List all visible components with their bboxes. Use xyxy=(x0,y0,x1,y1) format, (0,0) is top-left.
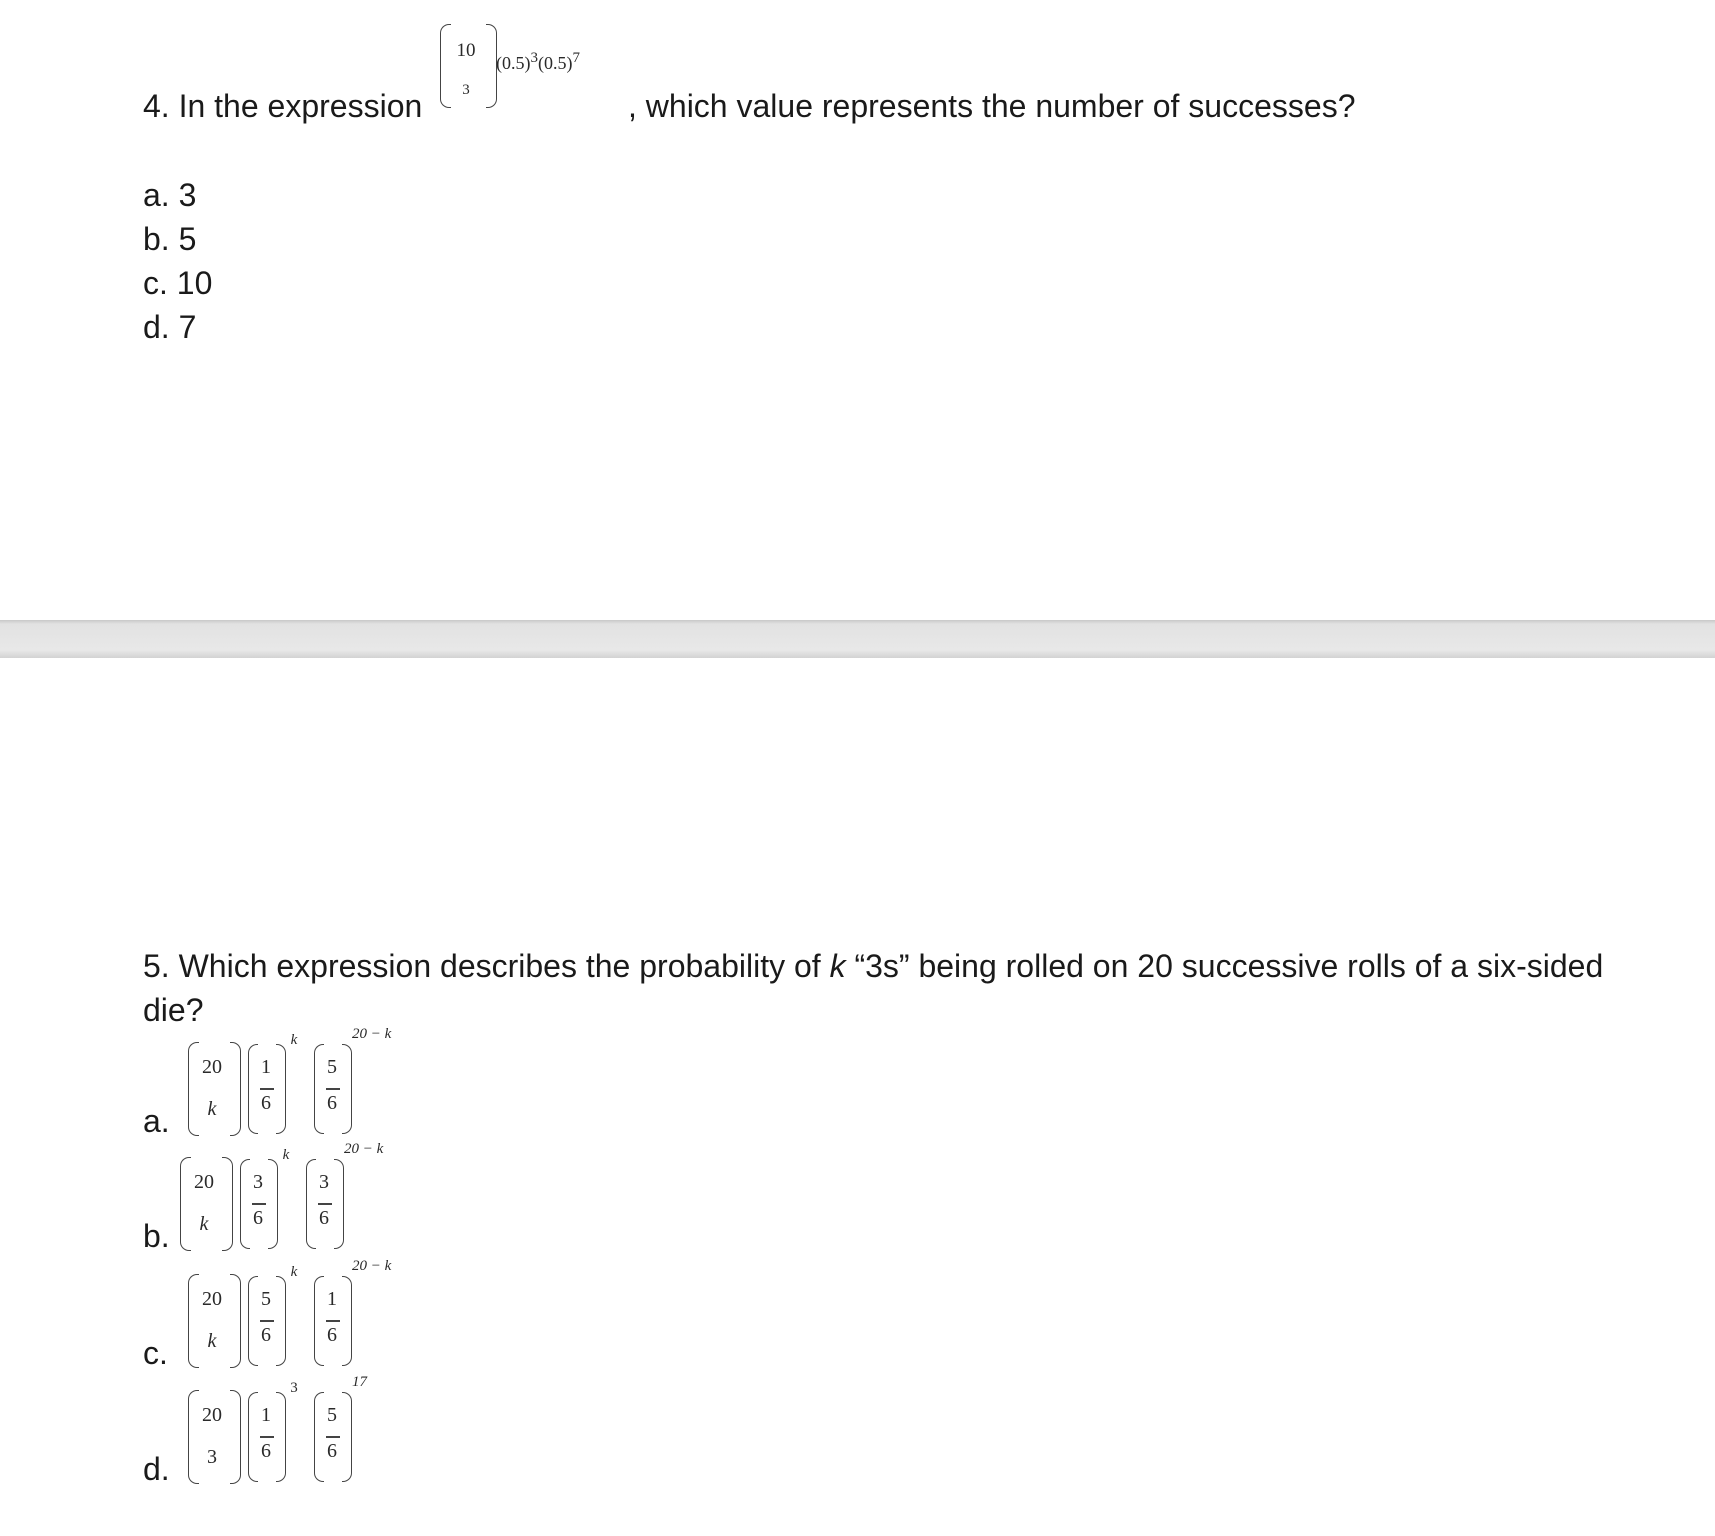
q4-option-b[interactable]: b. 5 xyxy=(143,221,197,257)
q5-option-expression[interactable] xyxy=(188,1374,438,1488)
q4-binom-n: 10 xyxy=(456,40,476,61)
binom-k: k xyxy=(207,1330,217,1352)
q5-stem-line1: 5. Which expression describes the probability of k “3s” being rolled on 20 successive rolls of a six-sided xyxy=(143,948,1604,984)
frac2-bar xyxy=(326,1320,340,1322)
page-divider xyxy=(0,620,1715,658)
frac2-exponent: 17 xyxy=(352,1374,367,1390)
frac2-denominator: 6 xyxy=(327,1440,337,1462)
frac2-denominator: 6 xyxy=(327,1092,337,1114)
q5-option-label[interactable]: a. xyxy=(143,1103,170,1139)
q4-expression xyxy=(440,22,640,112)
frac1-numerator: 1 xyxy=(261,1056,271,1078)
frac2-bar xyxy=(326,1436,340,1438)
frac2-denominator: 6 xyxy=(327,1324,337,1346)
q5-option-expression[interactable] xyxy=(188,1026,438,1140)
q5-option-label[interactable]: c. xyxy=(143,1335,168,1371)
frac2-exponent: 20 − k xyxy=(352,1026,392,1042)
frac2-numerator: 1 xyxy=(327,1288,337,1310)
frac1-denominator: 6 xyxy=(261,1092,271,1114)
q4-binom-k: 3 xyxy=(462,82,470,98)
binom-n: 20 xyxy=(202,1056,222,1078)
frac1-bar xyxy=(252,1203,266,1205)
frac2-numerator: 5 xyxy=(327,1056,337,1078)
frac2-bar xyxy=(318,1203,332,1205)
frac2-right-paren xyxy=(342,1044,352,1134)
frac2-right-paren xyxy=(342,1276,352,1366)
frac2-numerator: 3 xyxy=(319,1171,329,1193)
frac1-denominator: 6 xyxy=(261,1324,271,1346)
q5-option-label[interactable]: d. xyxy=(143,1451,170,1487)
binom-right-paren xyxy=(230,1390,241,1484)
frac1-exponent: k xyxy=(290,1032,298,1048)
frac2-exponent: 20 − k xyxy=(352,1258,392,1274)
q4-option-d[interactable]: d. 7 xyxy=(143,309,197,345)
frac1-bar xyxy=(260,1436,274,1438)
frac1-bar xyxy=(260,1088,274,1090)
binom-n: 20 xyxy=(202,1404,222,1426)
frac1-exponent: k xyxy=(282,1147,290,1163)
q5-stem-line2: die? xyxy=(143,992,204,1028)
q5-option-label[interactable]: b. xyxy=(143,1218,170,1254)
binom-right-paren xyxy=(230,1274,241,1368)
frac1-numerator: 1 xyxy=(261,1404,271,1426)
frac1-exponent: k xyxy=(290,1264,298,1280)
frac1-right-paren xyxy=(268,1159,278,1249)
binom-right-paren xyxy=(222,1157,233,1251)
frac1-denominator: 6 xyxy=(253,1207,263,1229)
q4-option-a[interactable]: a. 3 xyxy=(143,177,197,213)
q4-term1: (0.5) xyxy=(496,53,531,73)
frac1-numerator: 5 xyxy=(261,1288,271,1310)
binom-right-paren xyxy=(230,1042,241,1136)
binom-n: 20 xyxy=(194,1171,214,1193)
q4-prefix: 4. In the expression xyxy=(143,88,423,124)
q4-suffix: , which value represents the number of successes? xyxy=(628,88,1356,124)
q5-option-expression[interactable] xyxy=(188,1258,438,1372)
frac2-right-paren xyxy=(342,1392,352,1482)
frac1-right-paren xyxy=(276,1392,286,1482)
q4-option-c[interactable]: c. 10 xyxy=(143,265,213,301)
binom-k: k xyxy=(199,1213,209,1235)
binom-k: 3 xyxy=(207,1446,217,1468)
frac1-right-paren xyxy=(276,1044,286,1134)
frac1-numerator: 3 xyxy=(253,1171,263,1193)
frac1-exponent: 3 xyxy=(290,1380,298,1396)
q4-exp2: 7 xyxy=(572,50,580,66)
frac2-bar xyxy=(326,1088,340,1090)
frac1-denominator: 6 xyxy=(261,1440,271,1462)
frac2-right-paren xyxy=(334,1159,344,1249)
frac2-numerator: 5 xyxy=(327,1404,337,1426)
frac2-denominator: 6 xyxy=(319,1207,329,1229)
frac1-right-paren xyxy=(276,1276,286,1366)
q4-term2: (0.5) xyxy=(538,53,573,73)
binom-k: k xyxy=(207,1098,217,1120)
frac1-bar xyxy=(260,1320,274,1322)
binom-n: 20 xyxy=(202,1288,222,1310)
q4-exp1: 3 xyxy=(530,50,538,66)
q5-option-expression[interactable] xyxy=(180,1141,430,1255)
frac2-exponent: 20 − k xyxy=(344,1141,384,1157)
